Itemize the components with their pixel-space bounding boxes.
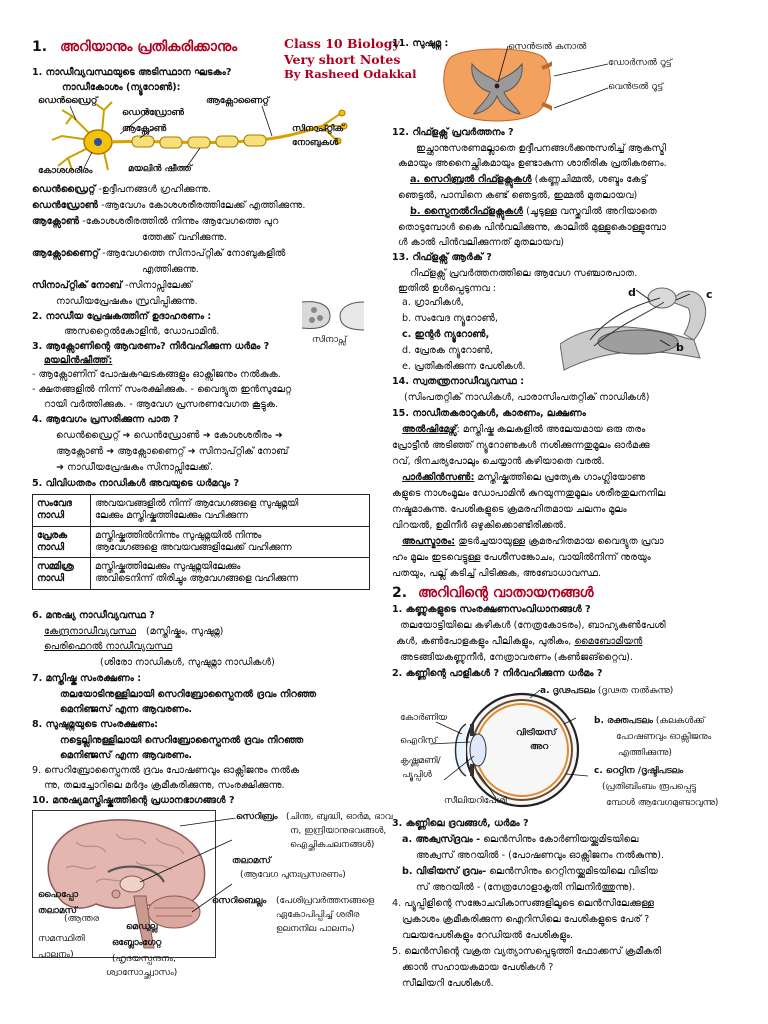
reflex-arc-diagram [560, 284, 720, 376]
section-number: 2. [392, 585, 408, 601]
answer-8-line: മെനിഞ്ജസ് എന്ന ആവരണം. [60, 750, 192, 761]
answer-13-line: റിഫ്ളക്സ് പ്രവർത്തനത്തിലെ ആവേഗ സഞ്ചാരപാത. [410, 268, 638, 279]
cell-text: മസ്തിഷ്കത്തിൽനിന്നും സുഷുമ്നയിൽ നിന്നും [95, 529, 262, 541]
list-item: d. പ്രേരക ന്യൂറോൺ, [402, 345, 494, 356]
label-cellbody: കോശശരീരം [38, 166, 93, 176]
label-ventral-root: വെൻട്രൽ റൂട്ട് [608, 82, 664, 92]
label-dendron: ഡെൻഡ്രോൺ [122, 108, 184, 118]
arrow-icon: ➜ [202, 430, 211, 441]
eye-label-ciliary: സീലിയറിപേശി [444, 796, 507, 806]
eye-layer-b [594, 716, 705, 728]
brain-leader-lines [140, 818, 240, 938]
question-1: 1. നാഡീവ്യവസ്ഥയുടെ അടിസ്ഥാന ഘടകം? [32, 67, 232, 78]
fluid-term: b. വിട്രിയസ് ദ്രവം- [402, 866, 487, 877]
path-line-1 [56, 430, 283, 443]
pns-detail: (ശിരോ നാഡികൾ, സുഷുമ്നാ നാഡികൾ) [100, 657, 275, 668]
eye-label-iris: ഐറിസ് [400, 736, 438, 746]
arrow-icon: ➜ [106, 446, 115, 457]
hypothalamus-detail: സമസ്ഥിതി [38, 934, 85, 944]
eye-question-4-cont: പ്രകാശം ക്രമീകരിക്കുന്ന ഐറിസിലെ പേശികളുടെ പേര് ? [402, 914, 650, 925]
def-row [32, 280, 380, 296]
table-row [33, 526, 370, 558]
cell-text: നാഡി [37, 510, 64, 522]
question-10: 10. മനുഷ്യമസ്തിഷ്കത്തിന്റെ പ്രധാനഭാഗങ്ങൾ ? [32, 795, 235, 806]
fluid-detail: ലെൻസിനും റെറ്റിനയ്ക്കുമിടയിലെ വിട്രിയ [486, 866, 658, 877]
eye-fluid-b [402, 866, 658, 879]
eye-question-5-cont: ക്കാൻ സഹായകമായ പേശികൾ ? [402, 962, 554, 973]
list-item: e. പ്രതികരിക്കുന്ന പേശികൾ. [402, 361, 526, 372]
eye-label-cornea: കോർണിയ [400, 713, 447, 723]
layer-term: a. ദൃഢപടലം [540, 686, 595, 696]
layer-detail: (പ്രതിബിംബം രൂപപ്പെട്ടു [602, 782, 697, 792]
path-line-2 [56, 446, 288, 459]
answer-3-line: റായി വർത്തിക്കുക. - ആവേഗ പ്രസരണവേഗത കൂട്ടുക. [44, 399, 279, 410]
disorder-detail: റവ്, ദിനചര്യപോലും ചെയ്യാൻ കഴിയാതെ വരൽ. [392, 456, 605, 467]
cell-text: മസ്തിഷ്കത്തിലേക്കും സുഷുമ്നയിലേക്കും [95, 561, 241, 573]
pns-term: പെരിഫെറൽ നാഡീവ്യവസ്ഥ [44, 641, 173, 652]
disorder-detail: പതയും, പല്ല് കടിച്ച് പിടിക്കുക, അബോധാവസ്ഥ. [392, 568, 602, 579]
question-14: 14. സ്വതന്ത്രനാഡീവ്യവസ്ഥ : [392, 376, 525, 387]
def-term: ഡെൻഡ്രൈറ്റ് [32, 184, 96, 195]
hypothalamus-detail: (ആന്തര [64, 914, 100, 924]
def-text: -ആവേഗത്തെ സിനാപ്റ്റിക് നോബുകളിൽ [99, 248, 286, 259]
eye-question-1: 1. കണ്ണുകളുടെ സംരക്ഷണസംവിധാനങ്ങൾ ? [392, 604, 591, 615]
cell-text: നാഡി [37, 573, 64, 585]
disorder-alzheimers [402, 424, 645, 437]
label-thalamus: തലാമസ് [232, 856, 271, 866]
section-number: 1. [32, 39, 48, 55]
eye-answer-text: കണ്ണുനീർ, നേത്രാവരണം (കൺജങ്റ്റൈവ). [443, 652, 633, 663]
def-row [32, 232, 380, 248]
def-text: -സിനാപ്സിലേക്ക് [121, 280, 193, 291]
cell-text: ലേക്കും മസ്തിഷ്കത്തിലേക്കും വഹിക്കുന്ന [95, 510, 248, 522]
table-cell-head [33, 495, 91, 527]
answer-3-title: മയലിൻഷീത്ത്: [44, 355, 113, 366]
cerebrum-detail: (ചിന്ത, ബുദ്ധി, ഓർമ, ഭാവ [286, 812, 393, 822]
layer-detail: പോഷണവും ഓക്സിജനും [616, 732, 712, 742]
disorder-detail: തുടർച്ചയായുള്ള ക്രമരഹിതമായ വൈദ്യുത പ്രവാ [455, 536, 664, 547]
label-dorsal-root: ഡോർസൽ റൂട്ട് [608, 58, 672, 68]
eye-answer-text: കൾ, കൺപോളകളും പീലികളും, പുരികം, [396, 636, 572, 647]
question-7: 7. മസ്തിഷ്ക സംരക്ഷണം : [32, 673, 142, 684]
cerebellum-detail: (പേശിപ്രവർത്തനങ്ങളെ [276, 896, 375, 906]
layer-term: b. രക്തപടലം [594, 716, 653, 726]
label-myelin: മയലിൻ ഷീത്ത് [128, 164, 192, 174]
path-step: ഡെൻഡ്രോൺ [133, 430, 200, 441]
def-text: എത്തിക്കുന്നു. [142, 264, 199, 275]
answer-9-line: ന്നു, തലച്ചോറിലെ മർദ്ദം ക്രമീകരിക്കുന്നു, സംരക്ഷിക്കുന്നു. [44, 780, 285, 791]
question-12: 12. റിഫ്ളക്സ് പ്രവർത്തനം ? [392, 127, 514, 138]
label-hypothalamus: ഹൈപ്പോ [38, 890, 79, 900]
eye-answer-text: അടങ്ങിയ [400, 652, 444, 663]
label-axon: ആക്സോൺ [122, 124, 167, 134]
answer-12-a [410, 174, 647, 187]
medulla-detail: ശ്വാസോച്ഛ്വാസം) [106, 968, 178, 978]
def-row [32, 184, 380, 200]
label-hypothalamus: തലാമസ് [38, 906, 77, 916]
path-line-3 [56, 462, 213, 475]
def-row [32, 248, 380, 264]
eye-label-vitreous: അറ [530, 742, 549, 752]
eye-question-2: 2. കണ്ണിന്റെ പാളികൾ ? നിർവഹിക്കുന്ന ധർമം ? [392, 668, 603, 679]
arrow-icon: ➜ [122, 430, 131, 441]
cell-text: സമ്മിശ്ര [37, 561, 74, 573]
cerebellum-detail: ഉലനനില പാലനം) [276, 924, 355, 934]
nerve-types-table [32, 494, 370, 590]
reflex-arc-list [402, 297, 526, 377]
answer-7-line: തലയോടിനുള്ളിലായി സെറിബ്രോസ്പൈനൽ ദ്രവം നിറഞ്ഞ [60, 689, 317, 700]
def-row [32, 264, 380, 280]
fluid-detail: സ് അറയിൽ - (നേത്രഗോളാകൃതി നിലനിർത്തുന്നു). [416, 882, 636, 893]
path-step: ഡെൻഡ്രൈറ്റ് [56, 430, 120, 441]
cerebrum-detail: ഐച്ഛികചലനങ്ങൾ) [290, 840, 375, 850]
question-5: 5. വിവിധതരം നാഡികൾ അവയുടെ ധർമവും ? [32, 478, 240, 489]
question-2: 2. നാഡീയ പ്രേഷകത്തിന് ഉദാഹരണം : [32, 311, 212, 322]
path-step: ആക്സോൺ [56, 446, 104, 457]
arc-label-b: b [676, 341, 684, 354]
disorder-detail: നഷ്ടമാകുന്നു. പേശികളുടെ ക്രമരഹിതമായ ചലനം മൂലം [392, 504, 627, 515]
disorder-term: അൽഷിമേഴ്സ് [402, 424, 457, 435]
question-11: 11. സുഷുമ്ന : [392, 38, 449, 49]
answer-9-line: 9. സെറിബ്രോസ്പൈനൽ ദ്രവം പോഷണവും ഓക്സിജനും നൽക [32, 765, 300, 776]
answer-3-line: - ആക്സോണിന് പോഷകഘടകങ്ങളും ഓക്സിജനും നൽകുക. [32, 369, 281, 380]
cns-term: കേന്ദ്രനാഡീവ്യവസ്ഥ [44, 626, 137, 637]
cell-text: ആവേഗങ്ങളെ അവയവങ്ങളിലേക്ക് വഹിക്കുന്ന [95, 541, 292, 553]
answer-12-line: കമായും അനൈച്ഛികമായും ഉണ്ടാകുന്ന ശാരീരിക പ്രതികരണം. [398, 158, 667, 169]
table-cell-head [33, 526, 91, 558]
layer-detail: (കലകൾക്ക് [655, 716, 705, 726]
eye-question-5: 5. ലെൻസിന്റെ വക്രത വ്യത്യാസപ്പെടുത്തി ഫോക്കസ് ക്രമീകരി [392, 946, 662, 957]
label-medulla: ഒബ്ലോംഗേറ്റ [112, 938, 162, 948]
spinal-leader-lines [498, 44, 618, 114]
notes-title: Very short Notes [284, 52, 401, 67]
question-8: 8. സുഷുമ്നയുടെ സംരക്ഷണം: [32, 719, 158, 730]
eye-answer-line: തലയോട്ടിയിലെ കഴികൾ (നേത്രകോടരം), ബാഹ്യകൺപേശി [400, 620, 666, 631]
label-cerebellum: സെറിബെല്ലം [212, 896, 267, 906]
disorder-term: പാർക്കിൻസൺ: [402, 472, 475, 483]
def-text: -കോശശരീരത്തിൽ നിന്നും ആവേഗത്തെ പുറ [79, 216, 279, 227]
label-dendrite: ഡെൻഡ്രൈറ്റ് [38, 96, 98, 106]
label-synaptic: സിനാപ്റ്റിക് [292, 124, 344, 134]
eye-answer-line [400, 652, 633, 665]
question-15: 15. നാഡീതകരാറുകൾ, കാരണം, ലക്ഷണം [392, 408, 586, 419]
arrow-icon: ➜ [274, 430, 283, 441]
answer-12-a-cont: ഞെട്ടൽ, പാമ്പിനെ കണ്ട് ഞെട്ടൽ, ഇമ്മൽ മുതലായവ) [398, 190, 638, 201]
disorder-detail: കളുടെ നാശംമൂലം ഡോപാമിൻ കുറയുന്നതുമൂലം ശരീരതുലനനില [392, 488, 666, 499]
answer-14-line: (സിംപതറ്റിക് നാഡികൾ, പാരാസിംപതറ്റിക് നാഡികൾ) [404, 392, 650, 403]
list-item: c. ഇന്റർ ന്യൂറോൺ, [402, 329, 490, 340]
path-step: സിനാപ്റ്റിക് നോബ് [198, 446, 289, 457]
answer-12-line: ഇച്ഛാനുസരണമല്ലാതെ ഉദ്ദീപനങ്ങൾക്കനുസരിച്ച് ആകസ്മി [416, 143, 666, 154]
def-text: -ഉദ്ദീപനങ്ങൾ ഗ്രഹിക്കുന്നു. [95, 184, 211, 195]
eye-layer-c: c. റെറ്റിന /ദൃഷ്ടിപടലം [594, 766, 684, 776]
class-title: Class 10 Biology [284, 36, 400, 51]
disorder-detail: ഹം മൂലം ഇടവെട്ടുള്ള പേശീസങ്കോചം, വായിൽനിന്ന് നുരയും [392, 552, 651, 563]
layer-detail: (ദൃഢത നൽകുന്നു) [597, 686, 674, 696]
eye-answer-line [396, 636, 642, 649]
reflex-type: b. സ്പൈനൽറിഫ്ളക്സുകൾ [410, 206, 524, 217]
cerebellum-detail: ഏകോപിപ്പിച്ച് ശരീര [276, 910, 360, 920]
question-3: 3. ആക്സോണിന്റെ ആവരണം? നിർവഹിക്കുന്ന ധർമം ? [32, 341, 270, 352]
def-term: ആക്സോണൈറ്റ് [32, 248, 100, 259]
table-row [33, 495, 370, 527]
table-cell [91, 526, 370, 558]
path-step: ആക്സോണൈറ്റ് [117, 446, 185, 457]
question-4: 4. ആവേഗം പ്രസരിക്കുന്ന പാത ? [32, 414, 179, 425]
reflex-detail: (ചൂടുള്ള വസ്തുവിൽ അറിയാതെ [523, 206, 657, 217]
fluid-term: a. അക്വസ്ദ്രവം - [402, 834, 481, 845]
arrow-icon: ➜ [56, 462, 65, 473]
cell-text: നാഡി [37, 541, 64, 553]
label-medulla: മെഡുല്ല [126, 922, 158, 932]
table-cell [91, 558, 370, 590]
answer-2: അസറ്റൈൽകോളിൻ, ഡോപാമിൻ. [64, 326, 220, 337]
eye-answer-underlined: മൈബോമിയൻ [574, 636, 643, 647]
medulla-detail: (ഹൃദയസ്പന്ദനം, [112, 954, 176, 964]
answer-12-b-cont: തൊടുമ്പോൾ കൈ പിൻവലിക്കുന്നു, കാലിൽ മുള്ളുകൊള്ളുമ്പോ [398, 222, 666, 233]
disorder-detail: മസ്തിഷ്കത്തിലെ പ്രത്യേക ഗാംഗ്ലിയോണു [474, 472, 646, 483]
def-text: ത്തേക്ക് വഹിക്കുന്നു. [142, 232, 227, 243]
label-axonite: ആക്സോണൈറ്റ് [206, 96, 270, 106]
list-item: a. ഗ്രാഹികൾ, [402, 297, 464, 308]
def-term: സിനാപ്റ്റിക് നോബ് [32, 280, 122, 291]
question-6: 6. മനുഷ്യ നാഡീവ്യവസ്ഥ ? [32, 610, 155, 621]
arc-label-c: c [706, 288, 713, 301]
disorder-parkinsons [402, 472, 645, 485]
disorder-term: അപസ്മാരം: [402, 536, 456, 547]
disorder-detail: വിറയൽ, ഉമിനീർ ഒഴുകിക്കൊണ്ടിരിക്കൽ. [392, 520, 567, 531]
fluid-detail: ലെൻസിനും കോർണിയയ്ക്കുമിടയിലെ [480, 834, 639, 845]
def-row [32, 200, 380, 216]
section-title: അറിവിന്റെ വാതായനങ്ങൾ [417, 585, 594, 601]
section-2-heading [392, 584, 594, 602]
layer-detail: മ്പോൾ ആവേഗമുണ്ടാവുന്നു) [606, 798, 719, 808]
answer-8-line: നട്ടെല്ലിനുള്ളിലായി സെറിബ്രോസ്പൈനൽ ദ്രവം നിറഞ്ഞ [60, 735, 304, 746]
cell-text: അവിടെനിന്ന് തിരിച്ചും ആവേഗങ്ങളെ വഹിക്കുന്ന [95, 573, 298, 585]
thalamus-detail: (ആവേഗ പുനഃപ്രസരണം) [240, 870, 346, 880]
section-1-heading [32, 38, 237, 56]
synapse-label: സിനാപ്സ് [312, 335, 347, 345]
disorder-detail: പ്രോട്ടീൻ അടിഞ്ഞ് ന്യൂറോണുകൾ നശിക്കുന്നതുമൂലം ഓർമക്കു [392, 440, 650, 451]
def-text: -ആവേഗം കോശശരീരത്തിലേക്ക് എത്തിക്കുന്നു. [98, 200, 306, 211]
layer-detail: എത്തിക്കുന്നു) [618, 748, 672, 758]
arc-label-d: d [628, 286, 636, 299]
def-term: ഡെൻഡ്രോൺ [32, 200, 99, 211]
def-text: നാഡീയപ്രേഷകം സ്രവിപ്പിക്കുന്നു. [56, 296, 198, 307]
eye-label-pupil: പ്യൂപ്പിൾ [402, 770, 432, 780]
eye-fluid-a [402, 834, 639, 847]
label-central-canal: സെൻട്രൽ കനാൽ [508, 42, 587, 52]
table-cell [91, 495, 370, 527]
synapse-diagram [300, 298, 366, 338]
eye-label-vitreous: വിട്രിയസ് [516, 728, 557, 738]
eye-question-4: 4. പ്യൂപ്പിളിന്റെ സങ്കോചവികാസങ്ങളിലൂടെ ലെൻസിലേക്കുള്ള [392, 898, 655, 909]
eye-answer-4: വലയപേശികളും റേഡിയൽ പേശികളും. [402, 930, 574, 941]
fluid-detail: അക്വസ് അറയിൽ - (പോഷണവും ഓക്സിജനം നൽകുന്നു). [416, 850, 665, 861]
cell-text: പ്രേരക [37, 529, 67, 541]
list-item: b. സംവേദ ന്യൂറോൺ, [402, 313, 498, 324]
disorder-detail: : മസ്തിഷ്ക കലകളിൽ അലേയമായ ഒരു തരം [456, 424, 646, 435]
table-row [33, 558, 370, 590]
answer-12-b [410, 206, 657, 219]
label-knobs: നോബുകൾ [292, 138, 339, 148]
answer-3-line: - ക്ഷതങ്ങളിൽ നിന്ന് സംരക്ഷിക്കുക. - വൈദ്യുത ഇൻസുലേറ്റ [32, 384, 292, 395]
answer-12-b-cont: ൾ കാൽ പിൻവലിക്കുന്നത് മുതലായവ) [398, 237, 564, 248]
answer-1: നാഡീകോശം (ന്യൂറോൺ): [62, 82, 181, 93]
answer-13-line: ഇതിൽ ഉൾപ്പെടുന്നവ : [398, 283, 497, 294]
label-cerebrum: സെറിബ്രം [236, 812, 278, 822]
table-cell-head [33, 558, 91, 590]
author: By Rasheed Odakkal [284, 67, 417, 81]
eye-question-3: 3. കണ്ണിലെ ദ്രവങ്ങൾ, ധർമം ? [392, 818, 529, 829]
cell-text: സംവേദ [37, 498, 72, 509]
answer-7-line: മെനിഞ്ജസ് എന്ന ആവരണം. [60, 704, 192, 715]
reflex-detail: (കണ്ണചിമ്മൽ, ശബ്ദം കേട്ട് [531, 174, 647, 185]
eye-label-pupil: കൃഷ്ണമണി/ [400, 756, 441, 766]
eye-answer-5: സീലിയറി പേശികൾ. [402, 978, 494, 989]
section-title: അറിയാനും പ്രതികരിക്കാനും [59, 39, 238, 55]
def-term: ആക്സോൺ [32, 216, 80, 227]
cerebrum-detail: ന, ഇന്ദ്രിയാനുഭവങ്ങൾ, [290, 826, 387, 836]
question-13: 13. റിഫ്ളക്സ് ആർക് ? [392, 252, 492, 263]
reflex-type: a. സെറിബ്രൽ റിഫ്ളക്സുകൾ [410, 174, 532, 185]
arrow-icon: ➜ [187, 446, 196, 457]
answer-6-line [44, 626, 223, 639]
cns-detail: (മസ്തിഷ്കം, സുഷുമ്ന) [146, 626, 224, 637]
path-step: കോശശരീരം [213, 430, 272, 441]
eye-layer-a [540, 686, 673, 698]
hypothalamus-detail: പാലനം) [38, 950, 74, 960]
def-row [32, 216, 380, 232]
cell-text: അവയവങ്ങളിൽ നിന്ന് ആവേഗങ്ങളെ സുഷുമ്നയി [95, 498, 299, 509]
disorder-epilepsy [402, 536, 664, 549]
neuron-definitions [32, 184, 380, 312]
path-step: നാഡീയപ്രേഷകം സിനാപ്സിലേക്ക്. [67, 462, 214, 473]
